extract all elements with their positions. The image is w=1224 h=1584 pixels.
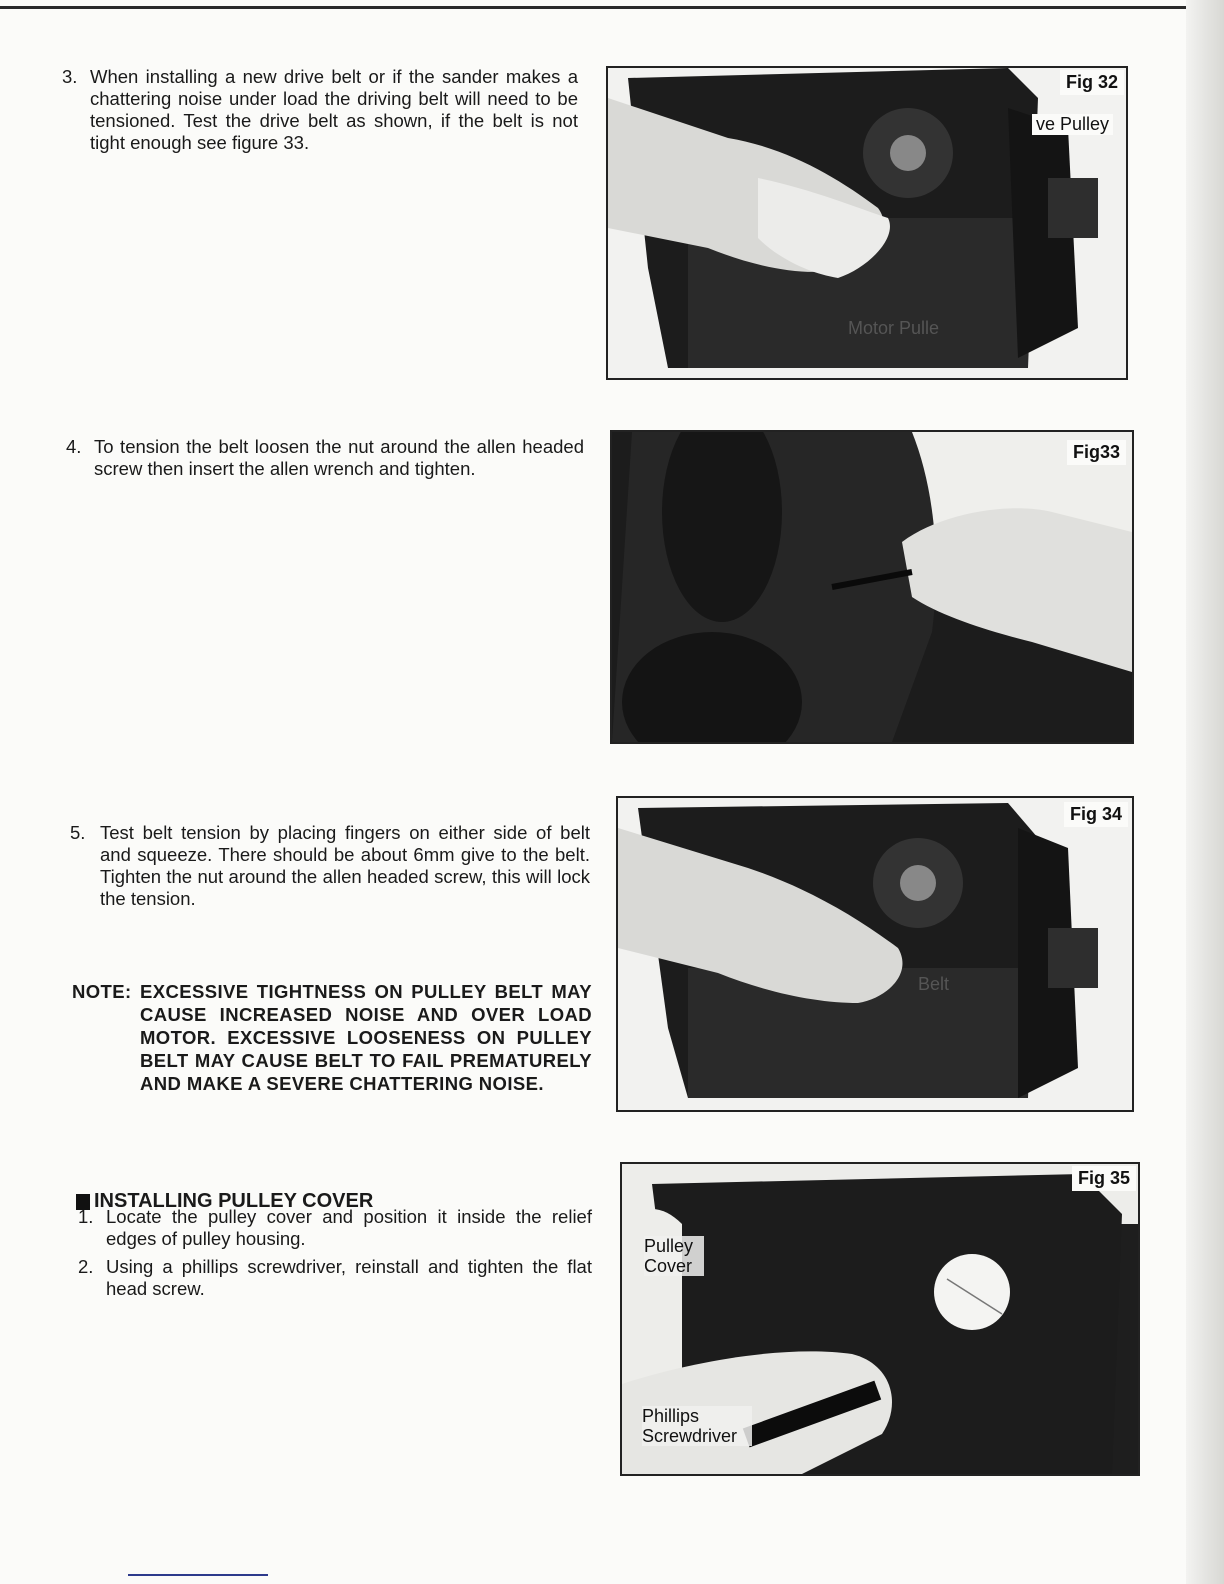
- belt-test-photo-illustration: [618, 798, 1132, 1110]
- note-label: NOTE:: [72, 981, 132, 1002]
- figure-33-photo: [610, 430, 1134, 744]
- figure-label: Fig 35: [1072, 1166, 1136, 1191]
- callout-belt: Belt: [918, 974, 950, 994]
- figure-label: Fig 34: [1064, 802, 1128, 827]
- allen-wrench-photo-illustration: [612, 432, 1132, 742]
- step-number: 2.: [78, 1256, 94, 1277]
- section-heading-text: INSTALLING PULLEY COVER: [94, 1190, 374, 1212]
- figure-32-photo: [606, 66, 1128, 380]
- step-text: Locate the pulley cover and position it inside the relief edges of pulley housing.: [106, 1206, 592, 1249]
- callout-drive-pulley: ve Pulley: [1032, 114, 1113, 135]
- figure-label: Fig33: [1067, 440, 1126, 465]
- callout-pulley-cover: Pulley Cover: [644, 1236, 704, 1276]
- step-number: 3.: [62, 66, 78, 87]
- top-rule: [0, 6, 1190, 9]
- page-edge-shadow: [1186, 0, 1224, 1584]
- step-number: 5.: [70, 822, 86, 843]
- bottom-rule: [128, 1574, 268, 1576]
- step-text: Using a phillips screwdriver, reinstall and tighten the flat head screw.: [106, 1256, 592, 1299]
- step-text: When installing a new drive belt or if the sander makes a chattering noise under load the driving belt will need to be tensioned. Test the drive belt as shown, if the belt is not tight enough see figure 33.: [90, 66, 578, 153]
- figure-label: Fig 32: [1060, 70, 1124, 95]
- figure-34-photo: [616, 796, 1134, 1112]
- callout-motor-pulley: Motor Pulle: [848, 318, 940, 338]
- step-text: Test belt tension by placing fingers on either side of belt and squeeze. There should be about 6mm give to the belt. Tighten the nut around the allen headed screw, this will lock the tension.: [100, 822, 590, 909]
- step-number: 1.: [78, 1206, 94, 1227]
- step-number: 4.: [66, 436, 82, 457]
- step-text: To tension the belt loosen the nut around the allen headed screw then insert the allen wrench and tighten.: [94, 436, 584, 479]
- note-text: EXCESSIVE TIGHTNESS ON PULLEY BELT MAY CAUSE INCREASED NOISE AND OVER LOAD MOTOR. EXCESSIVE LOOSENESS ON PULLEY BELT MAY CAUSE BELT TO FAIL PREMATURELY AND MAKE A SEVERE CHATTERING NOISE.: [140, 981, 592, 1094]
- callout-phillips-screwdriver: Phillips Screwdriver: [642, 1406, 752, 1446]
- figure-35-photo: [620, 1162, 1140, 1476]
